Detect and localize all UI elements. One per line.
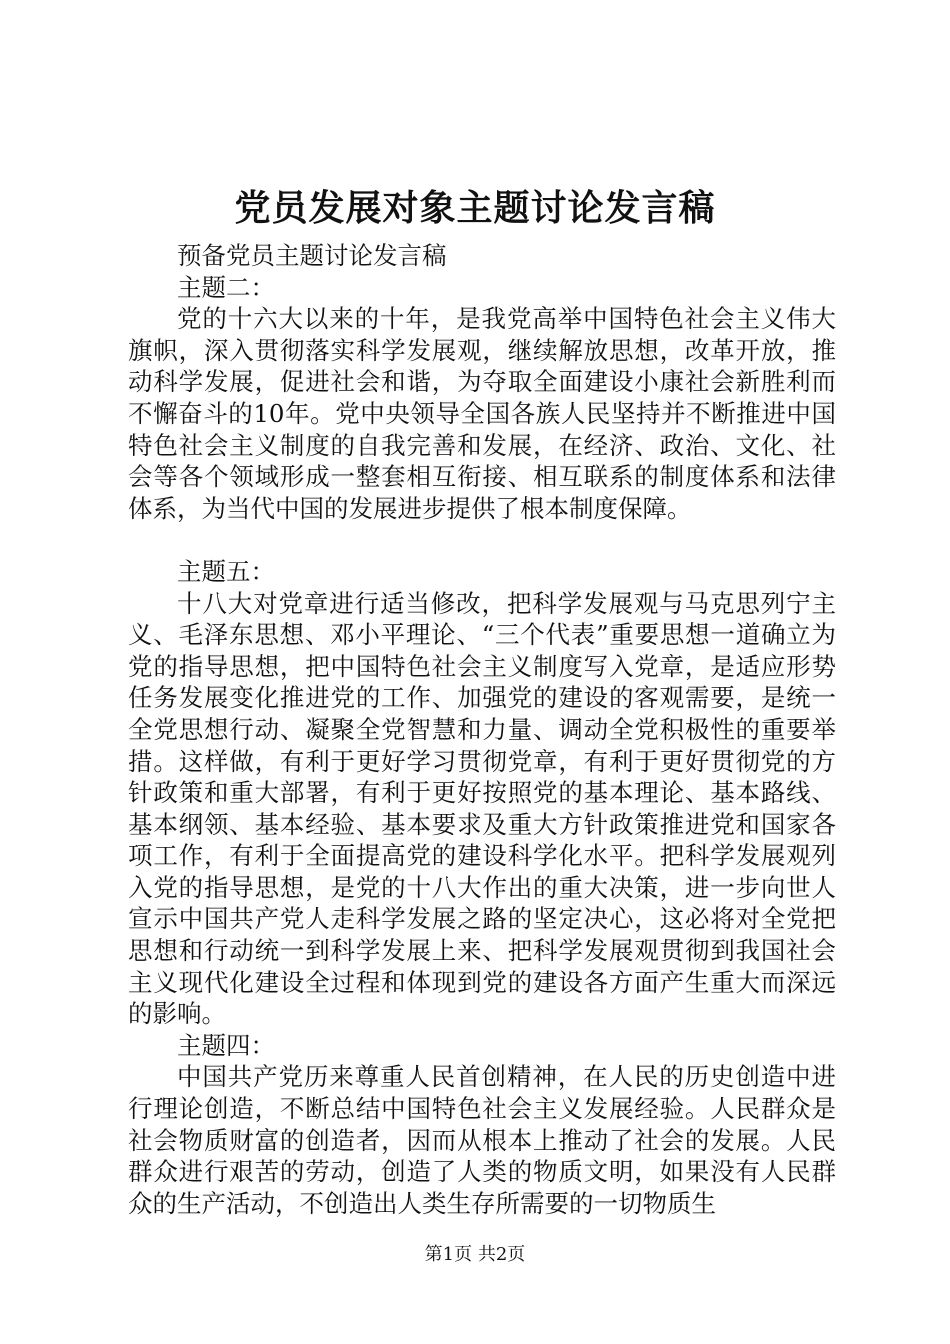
- paragraph-topic-2-heading: 主题二：: [177, 272, 275, 302]
- paragraph-topic-4-heading: 主题四：: [177, 1030, 275, 1060]
- page-footer: 第1页 共2页: [424, 1244, 526, 1265]
- paragraph-topic-4-body: 中国共产党历来尊重人民首创精神，在人民的历史创造中进行理论创造，不断总结中国特色社会主义发展经验。人民群众是社会物质财富的创造者，因而从根本上推动了社会的发展。人民群众进行艰苦的劳动，创造了人类的物质文明，如果没有人民群众的生产活动，不创造出人类生存所需要的一切物质生: [128, 1062, 836, 1218]
- document-body: [128, 240, 836, 1219]
- paragraph-topic-2-body: 党的十六大以来的十年，是我党高举中国特色社会主义伟大旗帜，深入贯彻落实科学发展观，继续解放思想，改革开放，推动科学发展，促进社会和谐，为夺取全面建设小康社会新胜利而不懈奋斗的10年。党中央领导全国各族人民坚持并不断推进中国特色社会主义制度的自我完善和发展，在经济、政治、文化、社会等各个领域形成一整套相互衔接、相互联系的制度体系和法律体系，为当代中国的发展进步提供了根本制度保障。: [128, 304, 836, 523]
- paragraph-topic-5-heading: 主题五：: [177, 556, 275, 586]
- document-title: 党员发展对象主题讨论发言稿: [234, 187, 716, 229]
- paragraph-subtitle: 预备党员主题讨论发言稿: [177, 241, 447, 270]
- paragraph-topic-5-body: 十八大对党章进行适当修改，把科学发展观与马克思列宁主义、毛泽东思想、邓小平理论、“三个代表”重要思想一道确立为党的指导思想，把中国特色社会主义制度写入党章，是适应形势任务发展变化推进党的工作、加强党的建设的客观需要，是统一全党思想行动、凝聚全党智慧和力量、调动全党积极性的重要举措。这样做，有利于更好学习贯彻党章，有利于更好贯彻党的方针政策和重大部署，有利于更好按照党的基本理论、基本路线、基本纲领、基本经验、基本要求及重大方针政策推进党和国家各项工作，有利于全面提高党的建设科学化水平。把科学发展观列入党的指导思想，是党的十八大作出的重大决策，进一步向世人宣示中国共产党人走科学发展之路的坚定决心，这必将对全党把思想和行动统一到科学发展上来、把科学发展观贯彻到我国社会主义现代化建设全过程和体现到党的建设各方面产生重大而深远的影响。: [128, 588, 836, 1029]
